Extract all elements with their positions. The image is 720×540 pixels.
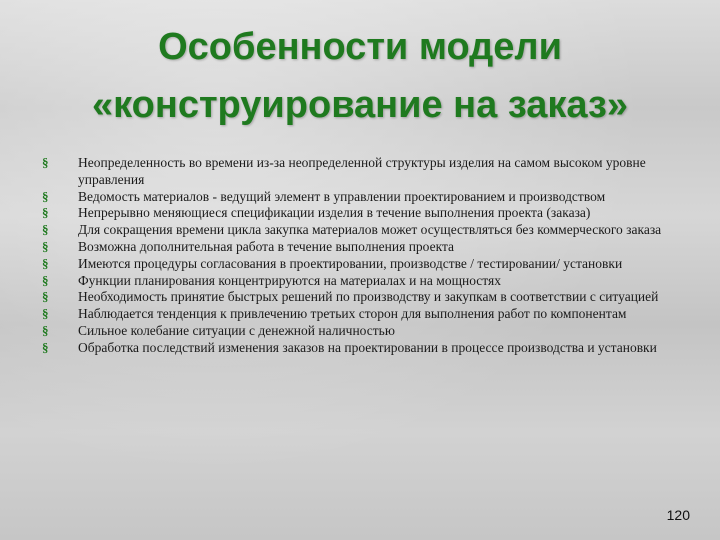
list-item xyxy=(42,273,697,290)
list-item xyxy=(42,256,697,273)
list-item-text: Имеются процедуры согласования в проектировании, производстве / тестировании/ установки xyxy=(78,255,623,271)
slide-title-line-1: Особенности модели xyxy=(158,26,562,68)
bullet-marker-icon: § xyxy=(42,322,49,338)
bullet-list xyxy=(42,155,697,357)
list-item xyxy=(42,205,697,222)
list-item-text: Необходимость принятие быстрых решений по производству и закупкам в соответствии с ситуацией xyxy=(78,289,659,305)
bullet-marker-icon: § xyxy=(42,255,49,271)
list-item xyxy=(42,323,697,340)
bullet-marker-icon: § xyxy=(42,289,49,305)
slide-title xyxy=(0,18,720,134)
bullet-marker-icon: § xyxy=(42,205,49,221)
list-item-text: Функции планирования концентрируются на материалах и на мощностях xyxy=(78,272,501,288)
bullet-marker-icon: § xyxy=(42,222,49,238)
slide-title-line-2: «конструирование на заказ» xyxy=(92,84,628,126)
bullet-marker-icon: § xyxy=(42,272,49,288)
list-item xyxy=(42,289,697,306)
list-item-text: Неопределенность во времени из-за неопределенной структуры изделия на самом высоком уровне управления xyxy=(78,155,646,187)
list-item xyxy=(42,222,697,239)
list-item xyxy=(42,306,697,323)
page-number: 120 xyxy=(666,507,690,523)
list-item-text: Обработка последствий изменения заказов на проектировании в процессе производства и установки xyxy=(78,339,657,355)
bullet-marker-icon: § xyxy=(42,339,49,355)
bullet-marker-icon: § xyxy=(42,155,49,170)
list-item xyxy=(42,239,697,256)
list-item-text: Наблюдается тенденция к привлечению третьих сторон для выполнения работ по компонентам xyxy=(78,306,627,322)
list-item-text: Возможна дополнительная работа в течение выполнения проекта xyxy=(78,238,455,254)
bullet-marker-icon: § xyxy=(42,306,49,322)
list-item xyxy=(42,155,697,189)
list-item-text: Сильное колебание ситуации с денежной наличностью xyxy=(78,322,395,338)
bullet-marker-icon: § xyxy=(42,238,49,254)
list-item-text: Для сокращения времени цикла закупка материалов может осуществляться без коммерческого заказа xyxy=(78,222,662,238)
list-item-text: Ведомость материалов - ведущий элемент в управлении проектированием и производством xyxy=(78,188,606,204)
list-item-text: Непрерывно меняющиеся спецификации изделия в течение выполнения проекта (заказа) xyxy=(78,205,591,221)
list-item xyxy=(42,340,697,357)
bullet-marker-icon: § xyxy=(42,188,49,204)
list-item xyxy=(42,189,697,206)
